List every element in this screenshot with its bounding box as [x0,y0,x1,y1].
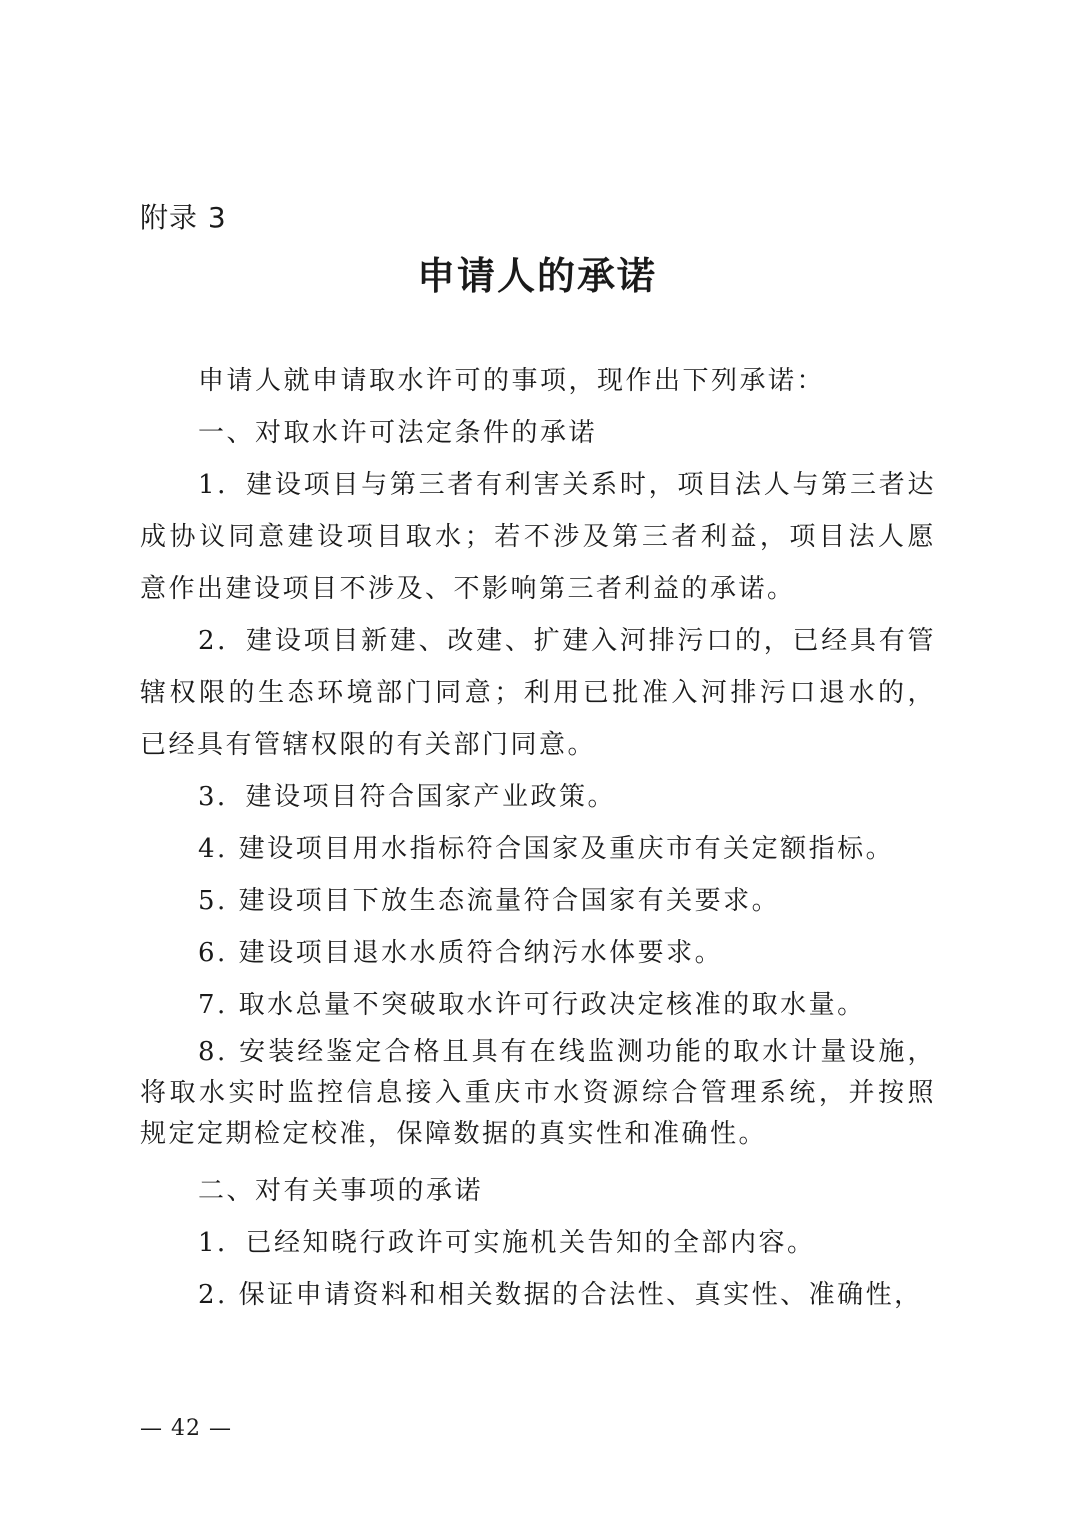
commitment-item-1: 1．建设项目与第三者有利害关系时，项目法人与第三者达成协议同意建设项目取水；若不涉及第三者利益，项目法人愿意作出建设项目不涉及、不影响第三者利益的承诺。 [140,470,936,604]
section-heading-legal-conditions: 一、对取水许可法定条件的承诺 [198,418,598,448]
intro-paragraph: 申请人就申请取水许可的事项，现作出下列承诺： [198,366,826,396]
page-title: 申请人的承诺 [416,254,657,298]
related-item-1: 1．已经知晓行政许可实施机关告知的全部内容。 [198,1228,816,1258]
commitment-item-7: 7. 取水总量不突破取水许可行政决定核准的取水量。 [198,990,866,1020]
commitment-item-4: 4. 建设项目用水指标符合国家及重庆市有关定额指标。 [198,834,895,864]
commitment-item-2: 2．建设项目新建、改建、扩建入河排污口的，已经具有管辖权限的生态环境部门同意；利用已批准入河排污口退水的，已经具有管辖权限的有关部门同意。 [140,626,936,760]
section-heading-related-matters: 二、对有关事项的承诺 [198,1176,484,1206]
page-number: — 42 — [140,1416,232,1441]
commitment-item-3: 3．建设项目符合国家产业政策。 [198,782,617,812]
related-item-2: 2. 保证申请资料和相关数据的合法性、真实性、准确性， [198,1280,923,1310]
document-body [140,355,936,1321]
commitment-item-5: 5. 建设项目下放生态流量符合国家有关要求。 [198,886,781,916]
commitment-item-8: 8. 安装经鉴定合格且具有在线监测功能的取水计量设施，将取水实时监控信息接入重庆市水资源综合管理系统，并按照规定定期检定校准，保障数据的真实性和准确性。 [140,1037,936,1149]
appendix-label: 附录 3 [140,201,227,234]
commitment-item-6: 6. 建设项目退水水质符合纳污水体要求。 [198,938,724,968]
